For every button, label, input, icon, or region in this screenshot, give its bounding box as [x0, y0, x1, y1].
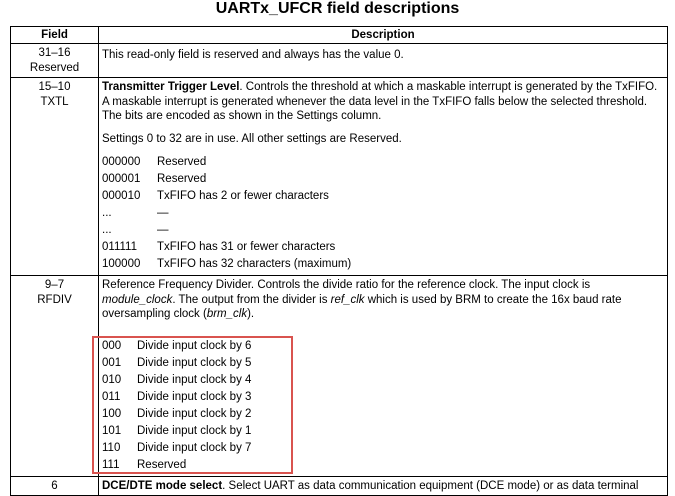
setting-code: 011111: [102, 241, 137, 253]
setting-row: [102, 188, 662, 205]
brm-clk-term: brm_clk: [206, 308, 248, 320]
setting-code: 000010: [102, 190, 141, 202]
description-text: . Controls the threshold at which a maskable interrupt is generated by the TxFIFO. A maskable interrupt is generated whenever the data level in the TxFIFO falls below the selected threshold. The bits are encoded as shown in the Settings column.: [102, 81, 658, 122]
description-lead: Transmitter Trigger Level: [102, 81, 240, 93]
field-name: TXTL: [40, 96, 69, 108]
field-bits: 31–16: [38, 47, 71, 59]
setting-code: 000: [102, 339, 122, 352]
setting-row: [102, 355, 662, 372]
description-lead: DCE/DTE mode select: [102, 479, 223, 492]
field-name: Reserved: [29, 62, 80, 74]
setting-row: [102, 256, 662, 273]
description-part: . The output from the divider is: [172, 293, 331, 306]
setting-meaning: —: [157, 207, 169, 219]
setting-meaning: Divide input clock by 4: [137, 373, 252, 386]
setting-meaning: Divide input clock by 7: [137, 441, 252, 454]
field-descriptions-table: [10, 26, 668, 496]
field-column-header: Field: [11, 27, 99, 44]
table-row: [11, 78, 668, 276]
table-row: [11, 276, 668, 477]
description-cell: [99, 276, 668, 477]
setting-code: 011: [102, 390, 121, 403]
setting-code: 110: [102, 441, 121, 454]
field-bits: 6: [51, 479, 58, 492]
description-text: . Select UART as data communication equipment (DCE mode) or as data terminal: [222, 479, 639, 492]
setting-meaning: Divide input clock by 6: [137, 339, 252, 352]
setting-meaning: Reserved: [157, 156, 207, 168]
module-clock-term: module_clock: [102, 293, 173, 306]
setting-code: 100: [102, 407, 122, 420]
description-column-header: Description: [99, 27, 668, 44]
setting-code: 001: [102, 356, 122, 369]
setting-row: [102, 171, 662, 188]
description-cell: [99, 476, 668, 496]
setting-code: 100000: [102, 258, 141, 270]
ref-clk-term: ref_clk: [330, 293, 365, 306]
setting-code: ...: [102, 224, 112, 236]
setting-meaning: Divide input clock by 1: [137, 424, 252, 437]
setting-meaning: Reserved: [157, 173, 207, 185]
field-bits: 15–10: [38, 81, 71, 93]
setting-row: [102, 440, 662, 457]
setting-meaning: Divide input clock by 5: [137, 356, 252, 369]
setting-code: 101: [102, 424, 122, 437]
setting-meaning: TxFIFO has 31 or fewer characters: [157, 241, 336, 253]
setting-code: ...: [102, 207, 112, 219]
table-row: [11, 44, 668, 78]
settings-list: [102, 154, 662, 273]
setting-row: [102, 239, 662, 256]
setting-code: 000001: [102, 173, 141, 185]
setting-row: [102, 423, 662, 440]
setting-row: [102, 406, 662, 423]
setting-meaning: TxFIFO has 2 or fewer characters: [157, 190, 329, 202]
field-cell: [11, 44, 99, 78]
setting-code: 111: [102, 458, 120, 471]
setting-row: [102, 389, 662, 406]
description-text: This read-only field is reserved and always has the value 0.: [102, 49, 404, 61]
description-part: which is used by BRM to create the 16x baud rate oversampling clock (: [102, 293, 622, 320]
field-name: RFDIV: [37, 294, 72, 306]
setting-meaning: Divide input clock by 2: [137, 407, 252, 420]
setting-row: [102, 222, 662, 239]
description-text: [102, 278, 662, 322]
setting-row: [102, 338, 662, 355]
setting-code: 010: [102, 373, 122, 386]
setting-meaning: TxFIFO has 32 characters (maximum): [157, 258, 352, 270]
table-header-row: [11, 27, 668, 44]
field-cell: [11, 476, 99, 496]
table-row: [11, 476, 668, 496]
field-cell: [11, 78, 99, 276]
setting-code: 000000: [102, 156, 141, 168]
settings-list: [102, 338, 662, 474]
field-cell: [11, 276, 99, 477]
description-cell: [99, 44, 668, 78]
setting-row: [102, 205, 662, 222]
setting-row: [102, 154, 662, 171]
table-title: UARTx_UFCR field descriptions: [215, 0, 460, 17]
description-part: Reference Frequency Divider. Controls the divide ratio for the reference clock. The input clock is: [102, 279, 591, 291]
setting-meaning: Reserved: [137, 458, 187, 471]
field-bits: 9–7: [44, 279, 65, 291]
setting-row: [102, 457, 662, 474]
setting-row: [102, 372, 662, 389]
setting-meaning: —: [157, 224, 169, 236]
setting-meaning: Divide input clock by 3: [137, 390, 252, 403]
description-part: ).: [247, 308, 255, 320]
description-cell: [99, 78, 668, 276]
settings-note: Settings 0 to 32 are in use. All other settings are Reserved.: [102, 132, 402, 145]
